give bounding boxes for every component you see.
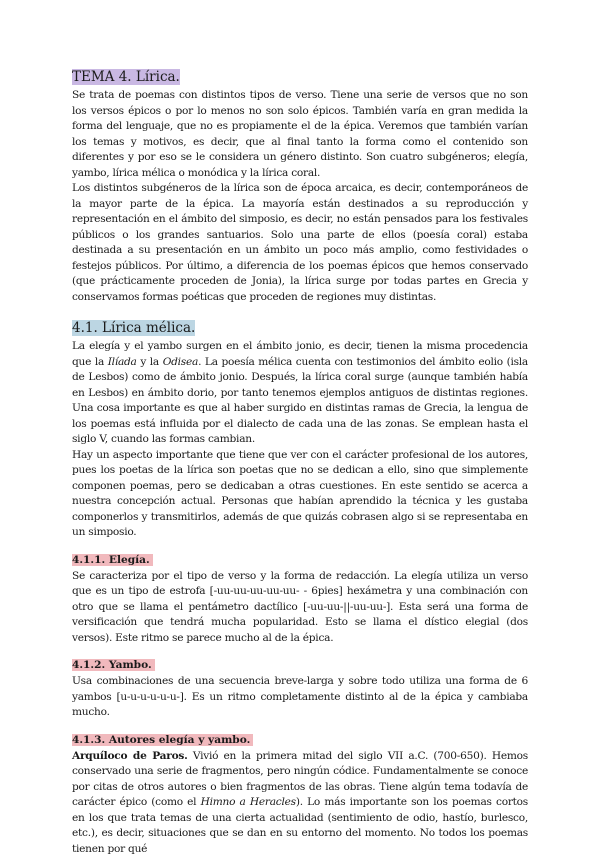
- text-run: Vivió en la primera mitad del siglo VII a.C. (700-650). Hemos conservado una serie de fragmentos, pero ningún códice. Fundamentalmente se conoce por citas de otros autores o bien fragmentos de las obras. Tiene algún tema todavía de carácter épico (como el: [72, 750, 528, 809]
- text-run: y la: [137, 356, 163, 368]
- page-content: [72, 66, 528, 857]
- section-4-1-2-heading: [72, 657, 528, 673]
- title-iliada: Ilíada: [108, 356, 137, 368]
- text-run: . La poesía mélica cuenta con testimonios del ámbito eolio (isla de Lesbos) como de ámbito jonio. Después, la lírica coral surge (aunque también había en Lesbos) en ámbito dorio, por tanto tenemos ejemplos antiguos de distintas regiones. Una cosa importante es que al haber surgido en distintas ramas de Grecia, la lengua de los poemas está influida por el dialecto de cada una de las zonas. Se emplean hasta el siglo V, cuando las formas cambian.: [72, 356, 528, 446]
- intro-paragraph-1: Se trata de poemas con distintos tipos de verso. Tiene una serie de versos que no son los versos épicos o por lo menos no son solo épicos. También varía en gran medida la forma del lenguaje, que no es propiamente el de la épica. Veremos que también varían los temas y motivos, es decir, que al final tanto la forma como el contenido son diferentes y por eso se le considera un género distinto. Son cuatro subgéneros; elegía, yambo, lírica mélica o monódica y la lírica coral.: [72, 88, 528, 181]
- section-4-1-1-heading: [72, 552, 528, 568]
- text-run: La elegía y el yambo surgen en el ámbito jonio, es decir, tienen la misma procedencia que la: [72, 340, 528, 368]
- section-4-1-heading-text: 4.1. Lírica mélica.: [72, 320, 195, 336]
- section-4-1-3-paragraph: [72, 749, 528, 857]
- section-4-1-paragraph-2: Hay un aspecto importante que tiene que ver con el carácter profesional de los autores, pues los poetas de la lírica son poetas que no se dedican a ello, sino que simplemente componen poemas, pero se dedicaban a otras cuestiones. En este sentido se acerca a nuestra concepción actual. Personas que habían aprendido la técnica y les gustaba componerlos y transmitirlos, además de que quizás cobrasen algo si se representaba en un simposio.: [72, 448, 528, 541]
- section-4-1-3-heading: [72, 732, 528, 748]
- title-himno-heracles: Himno a Heracles: [201, 796, 296, 808]
- text-run: ). Lo más importante son los poemas cortos en los que trata temas de una cierta actualidad (sentimiento de odio, hastío, burlesco, etc.), es decir, situaciones que se dan en su entorno del momento. No todos los poemas tienen por qué: [72, 796, 528, 855]
- section-4-1-1-paragraph: Se caracteriza por el tipo de verso y la forma de redacción. La elegía utiliza un verso que es un tipo de estrofa [-uu-uu-uu-uu-uu- - 6pies] hexámetra y una combinación con otro que se llama el pentámetro dactílico [-uu-uu-||-uu-uu-]. Esta será una forma de versificación que tendrá mucha popularidad. Esto se llama el dístico elegial (dos versos). Este ritmo se parece mucho al de la épica.: [72, 569, 528, 647]
- title-odisea: Odisea: [163, 356, 198, 368]
- section-4-1-1-heading-text: 4.1.1. Elegía.: [72, 554, 153, 566]
- section-4-1-paragraph-1: [72, 339, 528, 448]
- intro-paragraph-2: Los distintos subgéneros de la lírica son de época arcaica, es decir, contemporáneos de la mayor parte de la épica. La mayoría están destinados a su reproducción y representación en el ámbito del simposio, es decir, no están pensados para los festivales públicos o los grandes santuarios. Solo una parte de ellos (poesía coral) estaba destinada a su presentación en un ámbito un poco más amplio, como festividades o festejos públicos. Por último, a diferencia de los poemas épicos que hemos conservado (que prácticamente proceden de Jonia), la lírica surge por todas partes en Grecia y conservamos formas poéticas que proceden de regiones muy distintas.: [72, 181, 528, 305]
- main-heading: [72, 68, 528, 87]
- section-4-1-2-heading-text: 4.1.2. Yambo.: [72, 659, 155, 671]
- author-name: Arquíloco de Paros.: [72, 750, 188, 762]
- section-4-1-3-heading-text: 4.1.3. Autores elegía y yambo.: [72, 734, 253, 746]
- section-4-1-2-paragraph: Usa combinaciones de una secuencia breve-larga y sobre todo utiliza una forma de 6 yambos [u-u-u-u-u-u-]. Es un ritmo completamente distinto al de la épica y cambiaba mucho.: [72, 674, 528, 721]
- section-4-1-heading: [72, 319, 528, 338]
- main-heading-text: TEMA 4. Lírica.: [72, 69, 180, 85]
